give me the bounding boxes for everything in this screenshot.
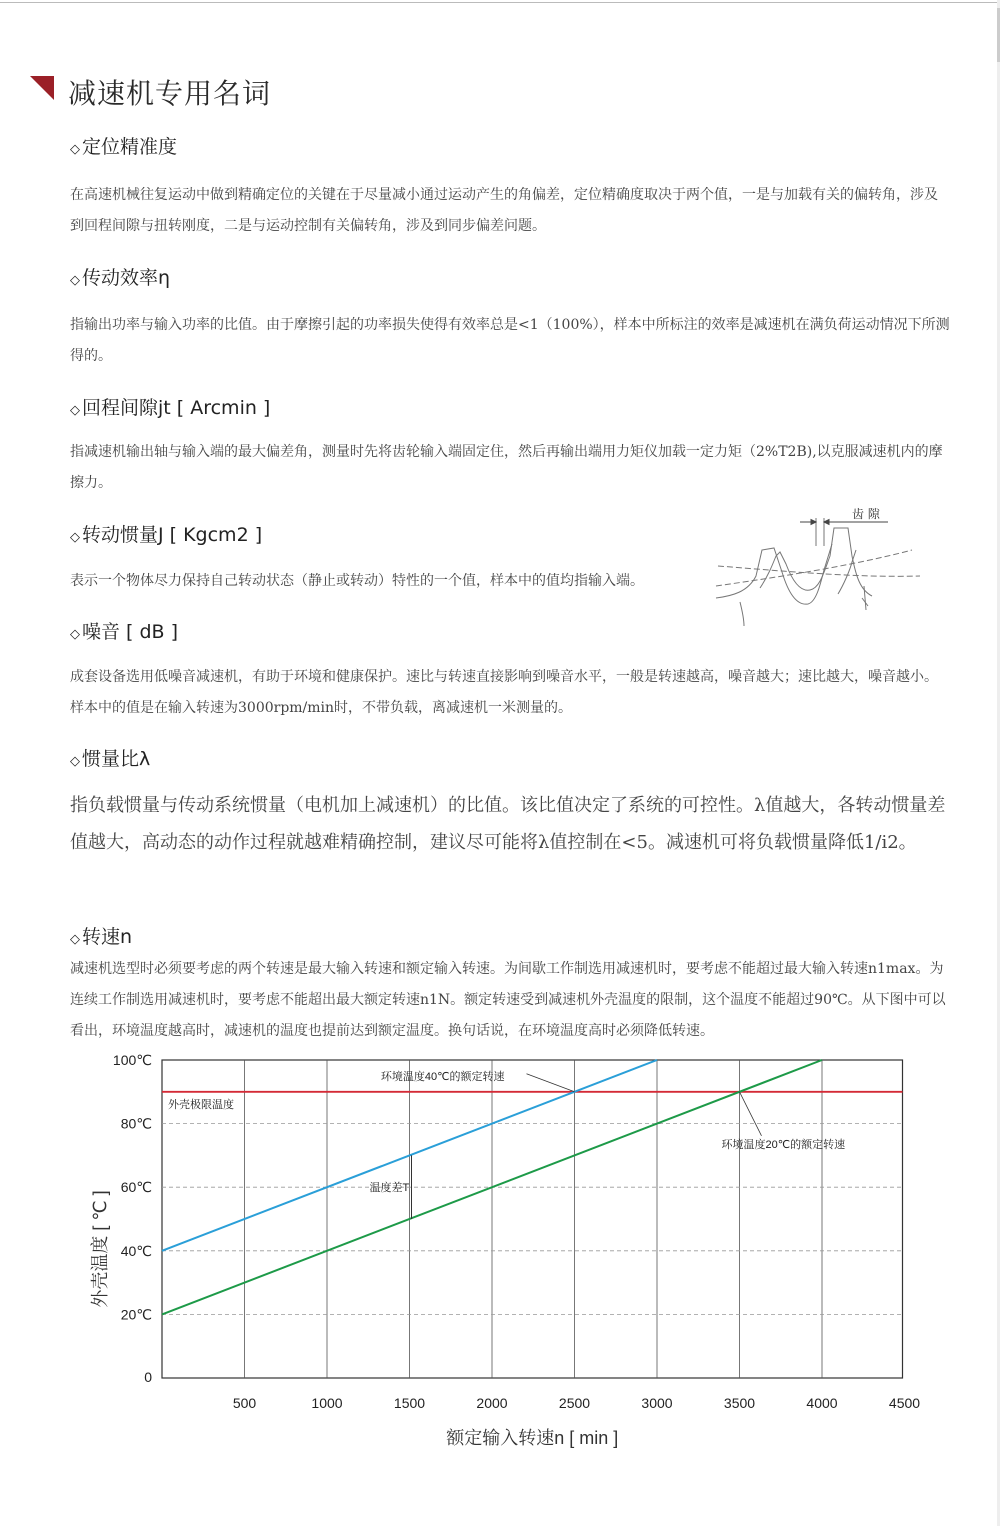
- gear-edge-line-2: [864, 586, 866, 610]
- section-title-speed: [70, 922, 132, 949]
- section-text-noise: 成套设备选用低噪音减速机，有助于环境和健康保护。速比与转速直接影响到噪音水平，一般是转速越高，噪音越大；速比越大，噪音越小。样本中的值是在输入转速为3000rpm/min时，不带负载，离减速机一米测量的。: [70, 669, 938, 716]
- y-tick-label: 0: [144, 1369, 152, 1385]
- section-title-backlash: [70, 393, 270, 420]
- y-tick-label: 40℃: [120, 1242, 152, 1259]
- gear-lower-teeth: [716, 544, 832, 604]
- x-tick-label: 1000: [311, 1395, 343, 1411]
- section-text-inertia: 表示一个物体尽力保持自己转动状态（静止或转动）特性的一个值，样本中的值均指输入端。: [70, 573, 644, 589]
- section-title-positioning: [70, 132, 177, 159]
- x-tick-label: 2500: [558, 1395, 591, 1411]
- section-text-inertia-ratio: 指负载惯量与传动系统惯量（电机加上减速机）的比值。该比值决定了系统的可控性。λ值越大，各转动惯量差值越大，高动态的动作过程就越难精确控制，建议尽可能将λ值控制在<5。减速机可将负载惯量降低1/i2。: [70, 795, 946, 853]
- diamond-icon: ◇: [70, 273, 80, 288]
- section-text-positioning: 在高速机械往复运动中做到精确定位的关键在于尽量减小通过运动产生的角偏差，定位精确度取决于两个值，一是与加载有关的偏转角，涉及到回程间隙与扭转刚度，二是与运动控制有关偏转角，涉及到同步偏差问题。: [70, 187, 938, 234]
- section-text-backlash: 指减速机输出轴与输入端的最大偏差角，测量时先将齿轮输入端固定住，然后再输出端用力矩仪加载一定力矩（2%T2B),以克服减速机内的摩擦力。: [70, 444, 943, 491]
- x-tick-label: 2000: [476, 1395, 508, 1411]
- y-tick-label: 20℃: [120, 1306, 152, 1323]
- gear-label: 齿 隙: [852, 507, 880, 521]
- diamond-icon: ◇: [70, 932, 80, 947]
- gear-backlash-figure: [712, 506, 924, 630]
- y-tick-label: 80℃: [120, 1115, 152, 1132]
- x-tick-label: 4500: [888, 1395, 921, 1411]
- gear-dashed-pitch-line-2: [718, 566, 920, 576]
- diamond-icon: ◇: [70, 403, 80, 418]
- temperature-speed-chart: [84, 1040, 924, 1460]
- section-text-efficiency: 指输出功率与输入功率的比值。由于摩擦引起的功率损失使得有效率总是<1（100%），样本中所标注的效率是减速机在满负荷运动情况下所测得的。: [70, 317, 950, 364]
- y-tick-label: 100℃: [112, 1052, 152, 1068]
- diamond-icon: ◇: [70, 754, 80, 769]
- section-text-speed: 减速机选型时必须要考虑的两个转速是最大输入转速和额定输入转速。为间歇工作制选用减速机时，要考虑不能超过最大输入转速n1max。为连续工作制选用减速机时，要考虑不能超出最大额定转速n1N。额定转速受到减速机外壳温度的限制，这个温度不能超过90℃。从下图中可以看出，环境温度越高时，减速机的温度也提前达到额定温度。换句话说，在环境温度高时必须降低转速。: [70, 961, 946, 1039]
- section-title-inertia-ratio: [70, 744, 150, 771]
- x-tick-label: 4000: [806, 1395, 838, 1411]
- top-divider: [0, 2, 1000, 3]
- gear-edge-line: [740, 602, 744, 626]
- section-title-noise: [70, 617, 178, 644]
- annotation-leader-40: [527, 1074, 575, 1092]
- gear-right-teeth: [838, 550, 868, 606]
- section-title-text: 传动效率η: [82, 267, 171, 289]
- x-tick-label: 1500: [393, 1395, 426, 1411]
- section-title-efficiency: [70, 263, 170, 290]
- annotation-temp-diff: 温度差T: [369, 1182, 410, 1195]
- x-axis-title: 额定输入转速n [ min ]: [446, 1428, 619, 1448]
- title-triangle-icon: [30, 76, 54, 100]
- y-tick-label: 60℃: [120, 1179, 152, 1196]
- section-title-text: 惯量比λ: [82, 748, 151, 770]
- annotation-rated-20: 环境温度20℃的额定转速: [721, 1138, 846, 1151]
- section-title-text: 转速n: [82, 926, 133, 948]
- x-tick-label: 500: [232, 1395, 257, 1411]
- limit-label: 外壳极限温度: [168, 1098, 234, 1111]
- section-title-inertia: [70, 520, 262, 547]
- diamond-icon: ◇: [70, 530, 80, 545]
- annotation-leader-20: [740, 1092, 762, 1136]
- y-axis-title: 外壳温度 [ ℃ ]: [90, 1190, 110, 1308]
- backlash-arrowhead-2: [824, 520, 829, 525]
- diamond-icon: ◇: [70, 142, 80, 157]
- backlash-arrowhead: [811, 520, 816, 525]
- section-title-text: 回程间隙jt [ Arcmin ]: [82, 397, 271, 419]
- x-tick-label: 3000: [641, 1395, 673, 1411]
- section-title-text: 转动惯量J [ Kgcm2 ]: [82, 524, 263, 546]
- page-title: 减速机专用名词: [68, 77, 272, 110]
- section-title-text: 噪音 [ dB ]: [82, 621, 179, 643]
- annotation-rated-40: 环境温度40℃的额定转速: [380, 1070, 505, 1083]
- diamond-icon: ◇: [70, 627, 80, 642]
- section-title-text: 定位精准度: [82, 136, 178, 158]
- x-tick-label: 3500: [723, 1395, 756, 1411]
